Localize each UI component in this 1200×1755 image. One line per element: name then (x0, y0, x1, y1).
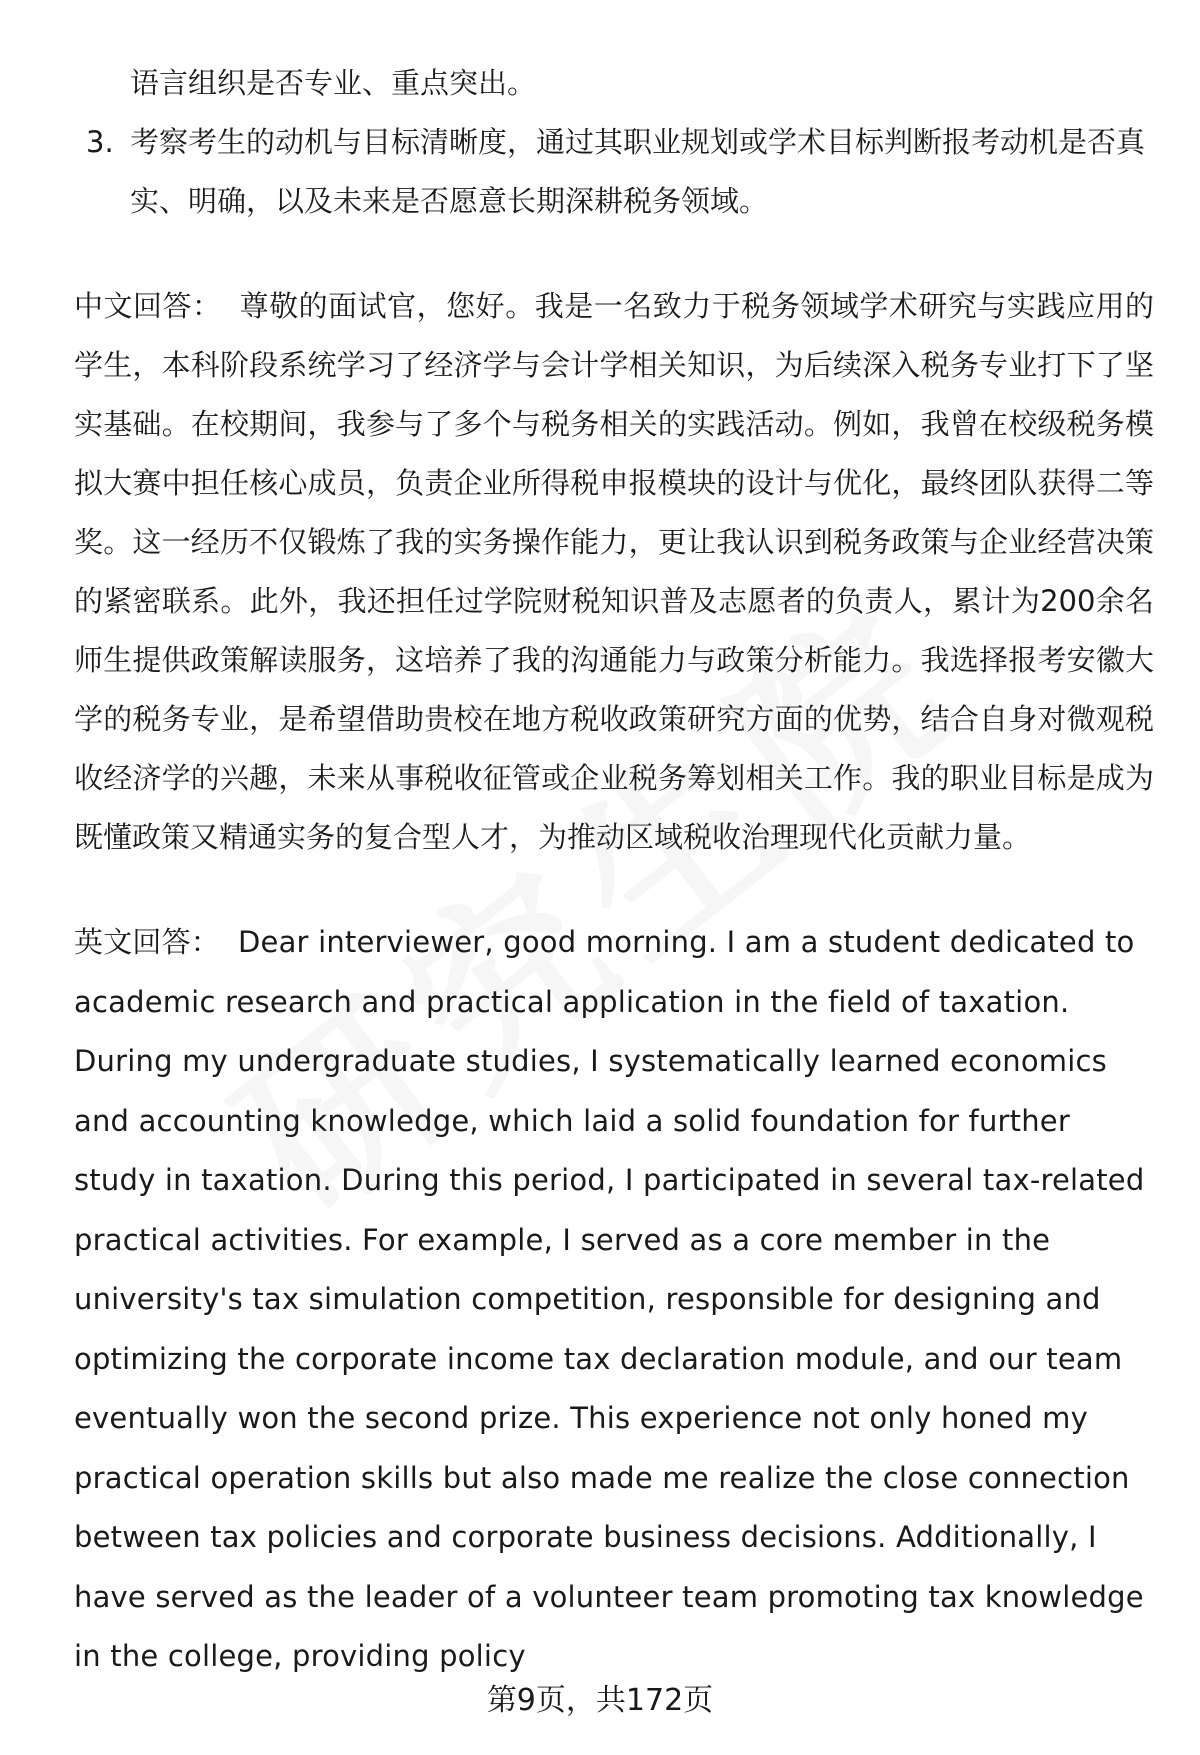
page-content (74, 54, 1154, 1687)
english-answer-label: 英文回答： (74, 925, 221, 959)
english-answer-text: Dear interviewer, good morning. I am a student dedicated to academic research and practical application in the field of taxation. During my undergraduate studies, I systematically learned economics and accounting knowledge, which laid a solid foundation for further study in taxation. During this period, I participated in several tax-related practical activities. For example, I served as a core member in the university's tax simulation competition, responsible for designing and optimizing the corporate income tax declaration module, and our team eventually won the second prize. This experience not only honed my practical operation skills but also made me realize the close connection between tax policies and corporate business decisions. Additionally, I have served as the leader of a volunteer team promoting tax knowledge in the college, providing policy (74, 925, 1145, 1673)
list-item-3-text: 考察考生的动机与目标清晰度，通过其职业规划或学术目标判断报考动机是否真实、明确，以及未来是否愿意长期深耕税务领域。 (130, 125, 1146, 218)
page-footer: 第9页，共172页 (486, 1683, 714, 1718)
chinese-answer (74, 277, 1154, 867)
list-item-3 (74, 113, 1154, 231)
english-answer (74, 913, 1154, 1687)
chinese-answer-text: 尊敬的面试官，您好。我是一名致力于税务领域学术研究与实践应用的学生，本科阶段系统学习了经济学与会计学相关知识，为后续深入税务专业打下了坚实基础。在校期间，我参与了多个与税务相关的实践活动。例如，我曾在校级税务模拟大赛中担任核心成员，负责企业所得税申报模块的设计与优化，最终团队获得二等奖。这一经历不仅锻炼了我的实务操作能力，更让我认识到税务政策与企业经营决策的紧密联系。此外，我还担任过学院财税知识普及志愿者的负责人，累计为200余名师生提供政策解读服务，这培养了我的沟通能力与政策分析能力。我选择报考安徽大学的税务专业，是希望借助贵校在地方税收政策研究方面的优势，结合自身对微观税收经济学的兴趣，未来从事税收征管或企业税务筹划相关工作。我的职业目标是成为既懂政策又精通实务的复合型人才，为推动区域税收治理现代化贡献力量。 (74, 289, 1154, 854)
list-item-2-continuation: 语言组织是否专业、重点突出。 (130, 66, 537, 100)
chinese-answer-label: 中文回答： (74, 289, 222, 323)
list-item-3-number: 3. (86, 125, 114, 159)
